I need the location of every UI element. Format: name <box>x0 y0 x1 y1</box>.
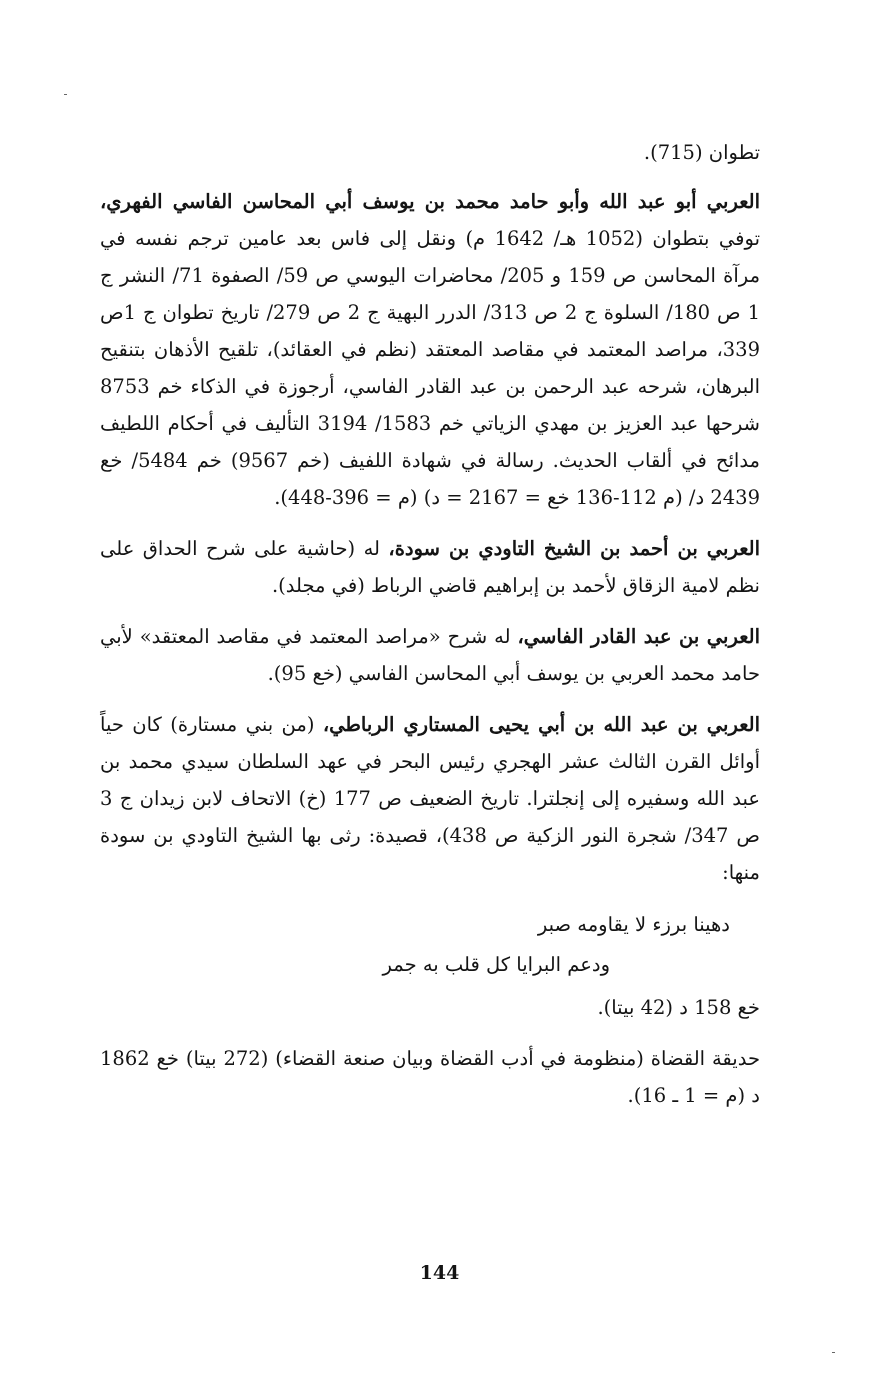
page-body <box>100 134 760 1314</box>
entry-heading: العربي بن عبد الله بن أبي يحيى المستاري الرباطي، <box>322 713 760 736</box>
entry-al-arabi-ibn-ahmad-ibn-sawda <box>100 530 760 604</box>
verse-line-2: ودعم البرايا كل قلب به جمر <box>382 953 610 976</box>
entry-al-arabi-al-fasi-al-fihri <box>100 183 760 516</box>
work-hadiqat-al-qudat: حديقة القضاة (منظومة في أدب القضاة وبيان صنعة القضاء) (272 بيتا) خع 1862 د (م = 1 ـ 16). <box>100 1047 760 1107</box>
page-number: 144 <box>419 1262 460 1284</box>
scan-speck <box>832 1352 835 1353</box>
entry-heading: العربي أبو عبد الله وأبو حامد محمد بن يوسف أبي المحاسن الفاسي الفهري، <box>100 190 760 213</box>
paragraph-text: تطوان (715). <box>643 141 760 164</box>
entry-text: (من بني مستارة) كان حياً أوائل القرن الثالث عشر الهجري رئيس البحر في عهد السلطان سيدي محمد بن عبد الله وسفيره إلى إنجلترا. تاريخ الضعيف ص 177 (خ) الاتحاف لابن زيدان ج 3 ص 347/ شجرة النور الزكية ص 438)، قصيدة: رثى بها الشيخ التاودي بن سودة منها: <box>100 713 760 884</box>
entry-text: له شرح «مراصد المعتمد في مقاصد المعتقد» لأبي حامد محمد العربي بن يوسف أبي المحاسن الفاسي (خع 95). <box>100 625 760 685</box>
entry-heading: العربي بن عبد القادر الفاسي، <box>517 625 760 648</box>
entry-text: له (حاشية على شرح الحداق على نظم لامية الزقاق لأحمد بن إبراهيم قاضي الرباط (في مجلد). <box>100 537 760 597</box>
scan-speck <box>64 94 67 95</box>
verse-line-1: دهينا برزء لا يقاومه صبر <box>537 913 730 936</box>
entry-text: توفي بتطوان (1052 هـ/ 1642 م) ونقل إلى فاس بعد عامين ترجم نفسه في مرآة المحاسن ص 159 و 205/ محاضرات اليوسي ص 59/ الصفوة 71/ النشر ج 1 ص 180/ السلوة ج 2 ص 313/ الدرر البهية ج 2 ص 279/ تاريخ تطوان ج 1ص 339، مراصد المعتمد في مقاصد المعتقد (نظم في العقائد)، تلقيح الأذهان بتنقيح البرهان، شرحه عبد الرحمن بن عبد القادر الفاسي، أرجوزة في الذكاء خم 8753 شرحها عبد العزيز بن مهدي الزياتي خم 1583/ 3194 التأليف في أحكام اللطيف مدائح في ألقاب الحديث. رسالة في شهادة اللفيف (خم 9567) خم 5484/ خع 2439 د/ (م 112-136 خع = 2167 = د) (م = 396-448). <box>100 227 761 509</box>
verse-count-note: خع 158 د (42 بيتا). <box>597 996 760 1019</box>
entry-al-arabi-ibn-abd-al-qadir <box>100 618 760 692</box>
entry-heading: العربي بن أحمد بن الشيخ التاودي بن سودة، <box>388 537 760 560</box>
paragraph <box>100 134 760 171</box>
entry-al-arabi-al-mustari <box>100 706 760 891</box>
